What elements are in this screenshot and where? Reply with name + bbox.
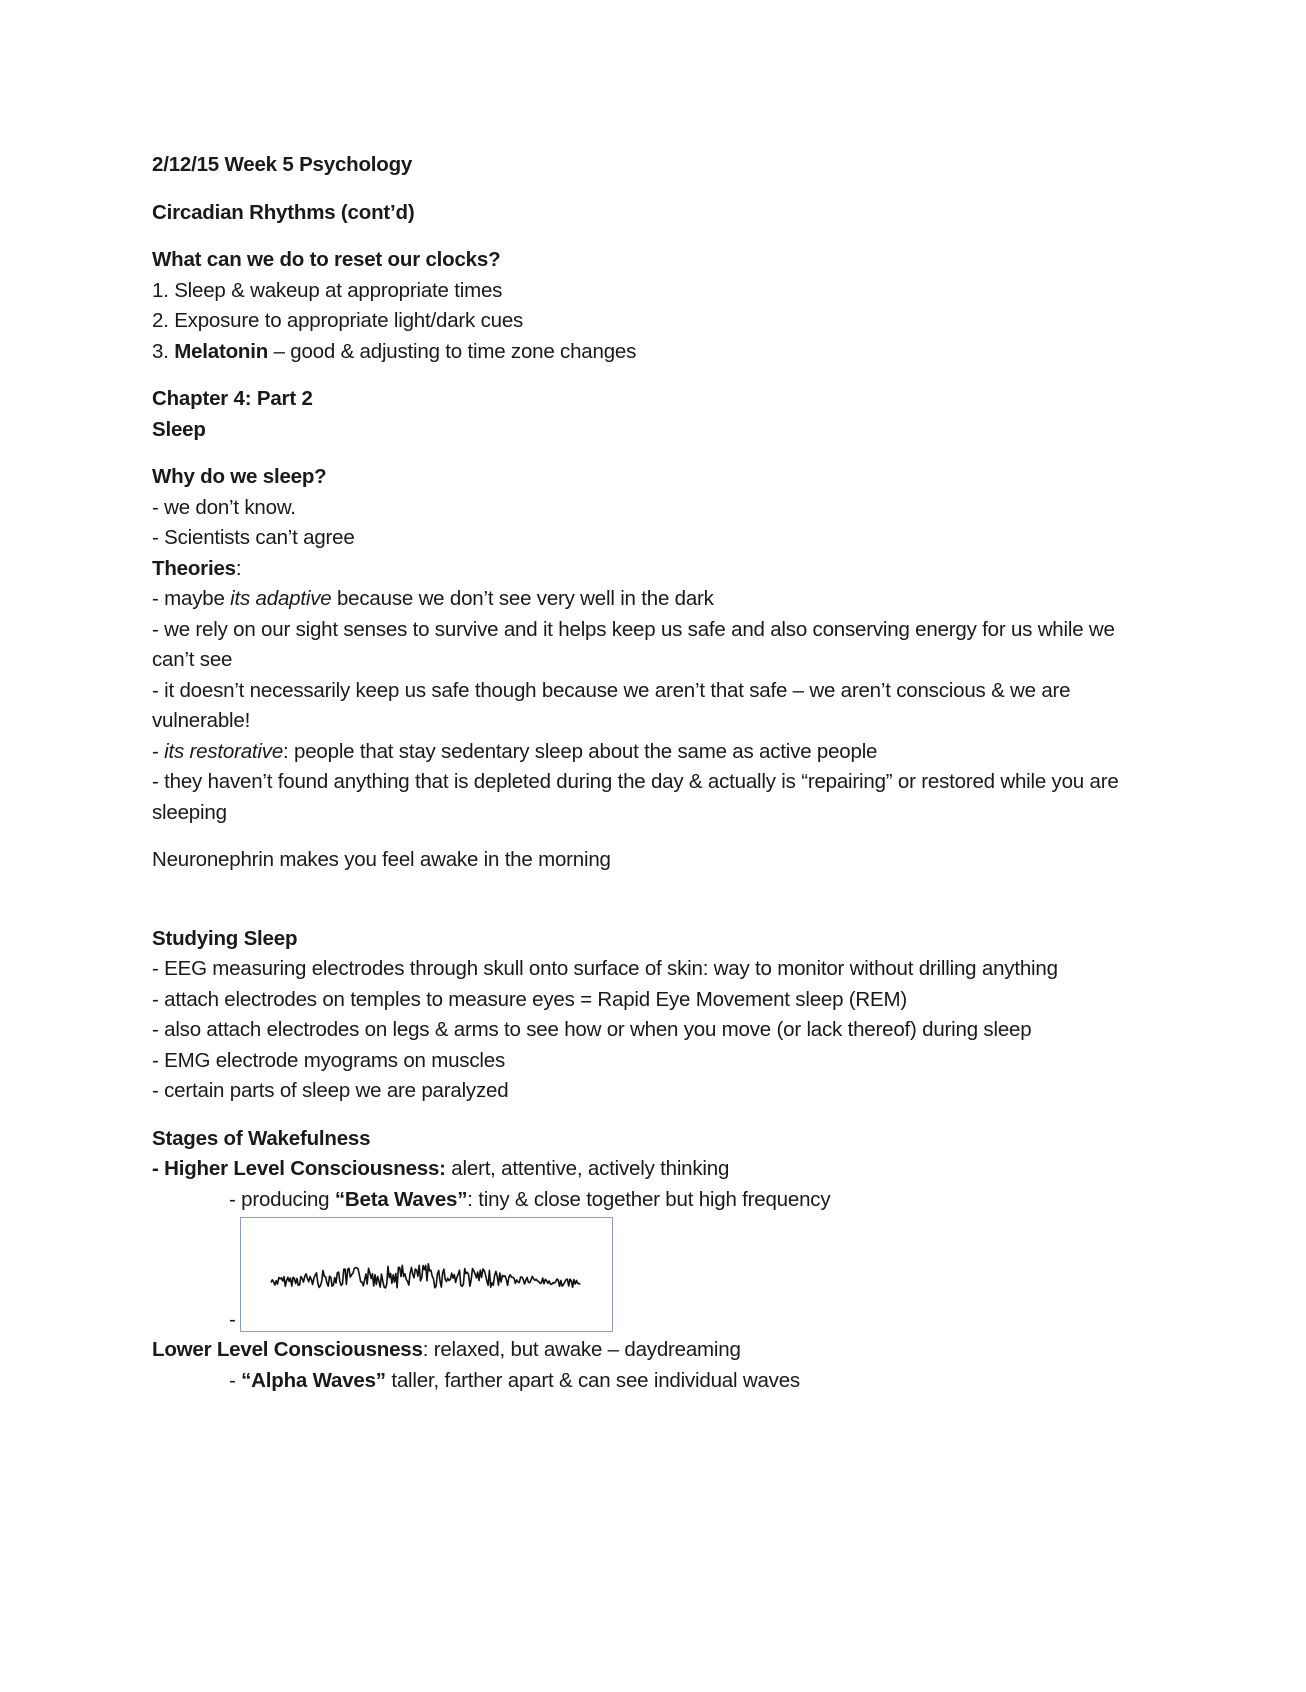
wave-dash: - xyxy=(229,1307,236,1331)
beta-waves-term: “Beta Waves” xyxy=(334,1187,468,1211)
theory-1-prefix: - maybe xyxy=(152,587,231,610)
theory-1-italic: its adaptive xyxy=(230,587,332,610)
studying-sleep-heading: Studying Sleep xyxy=(152,926,298,950)
beta-waves-line xyxy=(152,1185,1162,1216)
theories-colon: : xyxy=(235,556,242,580)
chapter-subtitle: Sleep xyxy=(152,417,206,441)
alpha-desc: taller, farther apart & can see individual waves xyxy=(385,1368,800,1392)
higher-consciousness-term: - Higher Level Consciousness: xyxy=(152,1157,446,1180)
beta-wave-image xyxy=(240,1217,613,1332)
why-line-2: - Scientists can’t agree xyxy=(152,526,355,549)
lower-consciousness-desc: : relaxed, but awake – daydreaming xyxy=(422,1338,741,1361)
alpha-prefix: - xyxy=(229,1368,242,1392)
theory-4-prefix: - xyxy=(152,739,165,763)
reset-item-3 xyxy=(152,337,1162,368)
reset-item-3-prefix: 3. xyxy=(152,339,175,363)
studying-line-1: - EEG measuring electrodes through skull onto surface of skin: way to monitor without drilling anything xyxy=(152,957,1058,980)
theory-5: - they haven’t found anything that is depleted during the day & actually is “repairing” or restored while you are sleeping xyxy=(152,770,1119,824)
theory-1 xyxy=(152,584,1162,615)
higher-consciousness-desc: alert, attentive, actively thinking xyxy=(445,1157,730,1180)
page-title: 2/12/15 Week 5 Psychology xyxy=(152,153,413,176)
reset-item-1: 1. Sleep & wakeup at appropriate times xyxy=(152,278,503,302)
wakefulness-heading: Stages of Wakefulness xyxy=(152,1126,371,1150)
studying-line-2: - attach electrodes on temples to measure eyes = Rapid Eye Movement sleep (REM) xyxy=(152,987,908,1011)
beta-wave-path xyxy=(271,1264,580,1288)
beta-prefix: - producing xyxy=(229,1187,335,1211)
lower-consciousness-term: Lower Level Consciousness xyxy=(152,1338,423,1361)
higher-consciousness xyxy=(152,1154,1162,1185)
theory-4-rest: : people that stay sedentary sleep about the same as active people xyxy=(283,739,878,763)
beta-wave-trace xyxy=(241,1218,611,1330)
theory-2: - we rely on our sight senses to survive and it helps keep us safe and also conserving energy for us while we can’t see xyxy=(152,617,1115,671)
theories-label-text: Theories xyxy=(152,556,236,580)
studying-line-5: - certain parts of sleep we are paralyzed xyxy=(152,1079,509,1102)
theory-4 xyxy=(152,737,1162,768)
chapter-title: Chapter 4: Part 2 xyxy=(152,387,313,410)
theory-3: - it doesn’t necessarily keep us safe though because we aren’t that safe – we aren’t conscious & we are vulnerable! xyxy=(152,678,1071,732)
neuronephrin-note: Neuronephrin makes you feel awake in the morning xyxy=(152,848,611,871)
beta-desc: : tiny & close together but high frequency xyxy=(467,1187,831,1211)
reset-clocks-heading: What can we do to reset our clocks? xyxy=(152,248,501,271)
theories-label xyxy=(152,554,1162,585)
notes-page xyxy=(152,150,1162,1396)
melatonin-term: Melatonin xyxy=(174,339,269,363)
alpha-waves-line xyxy=(152,1366,1162,1397)
lower-consciousness xyxy=(152,1335,1162,1366)
alpha-waves-term: “Alpha Waves” xyxy=(241,1368,386,1392)
why-line-1: - we don’t know. xyxy=(152,495,296,519)
reset-item-2: 2. Exposure to appropriate light/dark cues xyxy=(152,309,524,332)
reset-item-3-rest: – good & adjusting to time zone changes xyxy=(268,339,637,363)
beta-wave-figure-row xyxy=(152,1217,1162,1335)
theory-4-italic: its restorative xyxy=(164,739,284,763)
studying-line-4: - EMG electrode myograms on muscles xyxy=(152,1048,506,1072)
why-sleep-heading: Why do we sleep? xyxy=(152,465,327,488)
topic-heading: Circadian Rhythms (cont’d) xyxy=(152,200,415,224)
studying-line-3: - also attach electrodes on legs & arms to see how or when you move (or lack thereof) during sleep xyxy=(152,1018,1032,1041)
theory-1-rest: because we don’t see very well in the dark xyxy=(331,587,714,610)
